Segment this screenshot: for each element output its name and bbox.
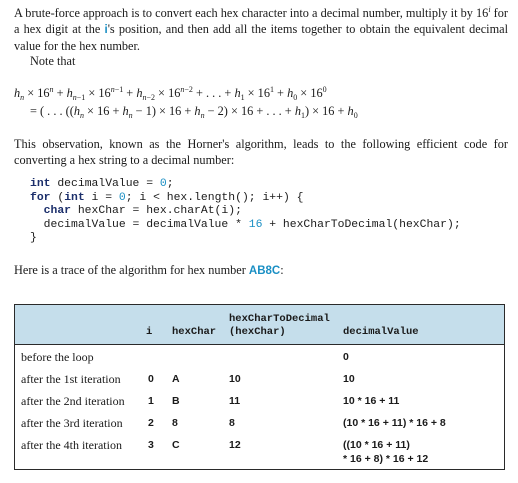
row-decimalvalue: 10 [343,373,355,385]
observation-paragraph: This observation, known as the Horner's algorithm, leads to the following efficient code for converting a hex string to a decimal number: [14,137,508,167]
row-i: 0 [148,373,154,385]
row-label: before the loop [21,350,94,364]
code-text: decimalValue = [50,178,160,190]
code-number: 16 [248,218,263,231]
row-decimalvalue-cont: * 16 + 8) * 16 + 12 [343,453,429,465]
row-fn-value: 11 [229,395,241,407]
trace-table [14,304,505,470]
row-label: after the 4th iteration [21,438,122,452]
note-text: Note that [30,54,76,68]
row-decimalvalue: 10 * 16 + 11 [343,395,400,407]
intro-text-part3: 's position, and then add all the items together to obtain the equivalent decimal value for the hex number. [14,22,509,53]
code-keyword: int [64,191,85,204]
intro-paragraph [14,5,508,54]
row-label: after the 3rd iteration [21,416,123,430]
header-fn-line1: hexCharToDecimal [229,313,330,325]
header-i: i [146,326,153,338]
trace-intro-text: Here is a trace of the algorithm for hex number [14,263,249,277]
code-text: ; [166,178,174,190]
row-fn-value: 8 [229,417,235,429]
formula-line-1: $h_n \times 16^n + h_{n-1} \times 16^{n-1} + h_{n-2} \times 16^{n-2}$ + . . . + $h_1 \times 16^1 + h_0 \times 16^0$ [14,85,327,102]
intro-text-part2: for a hex digit at the [14,6,508,36]
code-keyword: int [30,178,51,190]
code-text: hexChar = hex.charAt(i); [71,205,242,217]
row-decimalvalue: 0 [343,351,349,363]
code-text: ( [50,191,65,204]
code-text: ; i < hex.length(); i++) { [125,191,304,204]
code-variable-i: i [104,24,108,36]
header-decimalvalue: decimalValue [343,326,419,338]
row-decimalvalue: (10 * 16 + 11) * 16 + 8 [343,417,446,429]
row-i: 3 [148,439,154,451]
table-header [15,305,504,344]
header-rule [15,344,504,345]
code-keyword: char [43,205,72,217]
row-i: 2 [148,417,154,429]
header-fn-line2: (hexChar) [229,326,286,338]
code-text: decimalValue = decimalValue * [30,218,249,231]
code-text: i = [84,191,119,204]
row-fn-value: 10 [229,373,241,385]
row-decimalvalue: ((10 * 16 + 11) [343,439,410,451]
row-hexchar: 8 [172,417,178,429]
trace-intro [14,262,508,279]
row-fn-value: 12 [229,439,241,451]
row-hexchar: B [172,395,180,407]
row-label: after the 1st iteration [21,372,121,386]
exponent-i: i [488,5,491,14]
intro-text-part1: A brute-force approach is to convert each hex character into a decimal number, multiply it by 16 [14,6,489,20]
trace-intro-end: : [280,263,284,277]
row-i: 1 [148,395,154,407]
code-number: 0 [118,191,126,204]
code-keyword: for [30,191,51,204]
code-number: 0 [159,178,167,190]
code-listing [30,178,461,246]
row-label: after the 2nd iteration [21,394,125,408]
code-text: } [30,232,37,244]
code-indent [30,205,44,217]
hex-number: AB8C [248,265,281,277]
row-hexchar: C [172,439,180,451]
formula-line-2: = ( . . . $((h_n \times 16 + h_n - 1) \times 16 + h_n - 2) \times 16$ + . . . + $h_1) \times 16 + h_0$ [30,104,358,120]
header-hexchar: hexChar [172,326,217,338]
row-hexchar: A [172,373,180,385]
code-text: + hexCharToDecimal(hexChar); [262,218,461,231]
